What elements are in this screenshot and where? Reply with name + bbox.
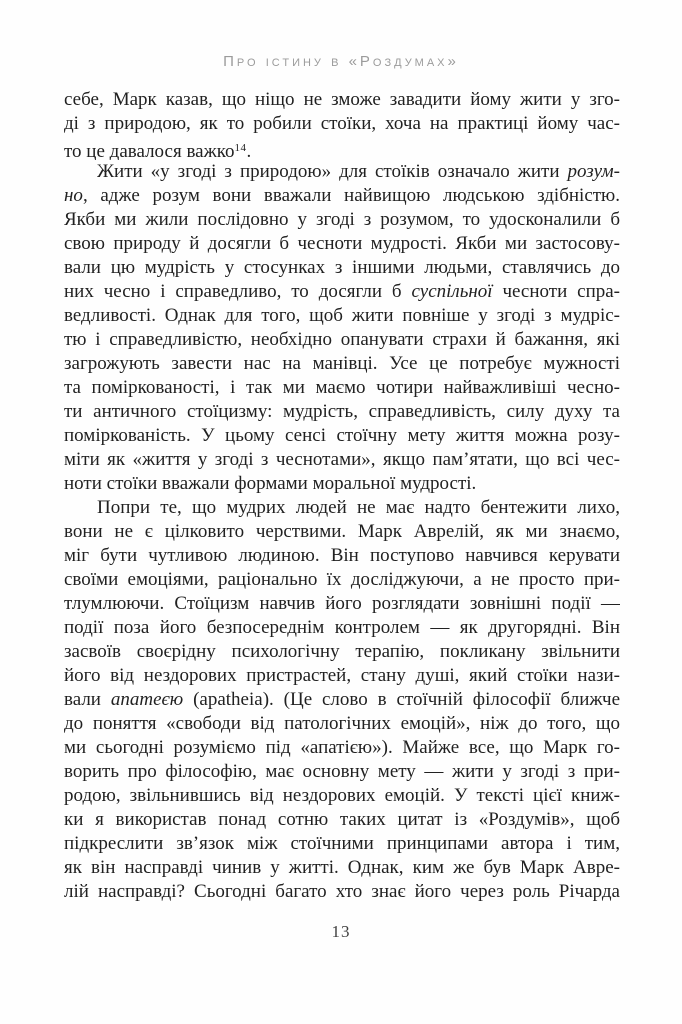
- text-line: [64, 88, 620, 112]
- text-segment: ворить про філософію, має основну мету — жити у згоді з при-: [64, 761, 620, 782]
- text-segment: ки я використав понад сотню таких цитат із «Роздумів», щоб: [64, 809, 620, 830]
- italic-text: суспільної: [411, 281, 493, 302]
- text-line: [64, 880, 620, 904]
- text-segment: (apatheia). (Це слово в стоїчній філософії ближче: [183, 689, 620, 710]
- text-segment: до поняття «свободи від патологічних емоцій», ніж до того, що: [64, 713, 620, 734]
- text-segment: то це давалося важко: [64, 141, 235, 160]
- text-line: [64, 784, 620, 808]
- text-line: [64, 640, 620, 664]
- text-segment: як він насправді чинив у житті. Однак, ким же був Марк Авре-: [64, 857, 620, 878]
- text-line: [64, 688, 620, 712]
- text-line: [64, 808, 620, 832]
- text-segment: своїми емоціями, раціонально їх досліджуючи, а не просто при-: [64, 569, 620, 590]
- text-segment: та поміркованості, і так ми маємо чотири найважливіші чесно-: [64, 377, 620, 398]
- text-segment: вони не є цілковито черствими. Марк Аврелій, як ми знаємо,: [64, 521, 620, 542]
- text-line: [64, 376, 620, 400]
- paragraph: [64, 88, 620, 160]
- text-line: [64, 112, 620, 136]
- text-segment: ми сьогодні розуміємо під «апатією»). Майже все, що Марк го-: [64, 737, 620, 758]
- text-line: [64, 424, 620, 448]
- text-line: [64, 136, 620, 160]
- text-segment: себе, Марк казав, що ніщо не зможе завадити йому жити у зго-: [64, 89, 620, 110]
- text-line: [64, 832, 620, 856]
- text-line: [64, 568, 620, 592]
- page-number: 13: [331, 922, 351, 941]
- text-line: [64, 304, 620, 328]
- italic-text: розум-: [567, 161, 620, 182]
- italic-text: апатеєю: [110, 689, 184, 710]
- paragraph: [64, 496, 620, 904]
- text-segment: лій насправді? Сьогодні багато хто знає його через роль Річарда: [64, 881, 620, 902]
- text-line: [64, 400, 620, 424]
- text-segment: Жити «у згоді з природою» для стоїків означало жити: [97, 161, 568, 182]
- text-segment: ді з природою, як то робили стоїки, хоча на практиці йому час-: [64, 113, 620, 134]
- text-segment: тю і справедливістю, необхідно опанувати страхи й бажання, які: [64, 329, 620, 350]
- text-segment: міг бути чутливою людиною. Він поступово навчився керувати: [64, 545, 620, 566]
- text-line: [64, 256, 620, 280]
- text-segment: ноти стоїки вважали формами моральної мудрості.: [64, 473, 477, 494]
- text-line: [64, 712, 620, 736]
- text-segment: тлумлюючи. Стоїцизм навчив його розглядати зовнішні події —: [64, 593, 620, 614]
- text-segment: свою природу й досягли б чесноти мудрості. Якби ми застосову-: [64, 233, 620, 254]
- text-line: [64, 328, 620, 352]
- text-segment: події поза його безпосереднім контролем — як другорядні. Він: [64, 617, 620, 638]
- text-segment: них чесно і справедливо, то досягли б: [64, 281, 412, 302]
- text-segment: засвоїв своєрідну психологічну терапію, покликану звільнити: [64, 641, 620, 662]
- text-segment: вали цю мудрість у стосунках з іншими людьми, ставлячись до: [64, 257, 620, 278]
- text-segment: чесноти спра-: [492, 281, 620, 302]
- text-line: [64, 472, 620, 496]
- text-block: [64, 88, 620, 904]
- text-segment: Попри те, що мудрих людей не має надто бентежити лихо,: [97, 497, 620, 518]
- text-line: [64, 856, 620, 880]
- text-segment: поміркованість. У цьому сенсі стоїчну мету життя можна розу-: [64, 425, 620, 446]
- paragraph: [64, 160, 620, 496]
- running-head: Про істину в «Роздумах»: [223, 53, 459, 70]
- text-line: [64, 592, 620, 616]
- text-segment: ведливості. Однак для того, щоб жити повніше у згоді з мудріс-: [64, 305, 620, 326]
- text-line: [64, 208, 620, 232]
- text-line: [64, 352, 620, 376]
- text-line: [64, 280, 620, 304]
- italic-text: но: [64, 185, 83, 206]
- text-segment: його від нездорових пристрастей, стану душі, який стоїки нази-: [64, 665, 620, 686]
- text-segment: міти як «життя у згоді з чеснотами», якщо пам’ятати, що всі чес-: [64, 449, 620, 470]
- text-segment: .: [246, 141, 252, 160]
- text-segment: ти античного стоїцизму: мудрість, справедливість, силу духу та: [64, 401, 620, 422]
- text-line: [64, 736, 620, 760]
- text-line: [64, 616, 620, 640]
- text-line: [64, 664, 620, 688]
- footnote-reference: 14: [234, 142, 247, 154]
- text-line: [64, 448, 620, 472]
- text-line: [64, 520, 620, 544]
- text-segment: підкреслити зв’язок між стоїчними принципами автора і тим,: [64, 833, 620, 854]
- text-line: [64, 496, 620, 520]
- text-line: [64, 232, 620, 256]
- text-segment: , адже розум вони вважали найвищою людською здібністю.: [82, 185, 620, 206]
- text-segment: родою, звільнившись від нездорових емоцій. У тексті цієї книж-: [64, 785, 620, 806]
- text-segment: вали: [64, 689, 111, 710]
- text-line: [64, 184, 620, 208]
- text-segment: загрожують завести нас на манівці. Усе це потребує мужності: [64, 353, 620, 374]
- text-line: [64, 160, 620, 184]
- text-line: [64, 544, 620, 568]
- text-segment: Якби ми жили послідовно у згоді з розумом, то удосконалили б: [64, 209, 620, 230]
- text-line: [64, 760, 620, 784]
